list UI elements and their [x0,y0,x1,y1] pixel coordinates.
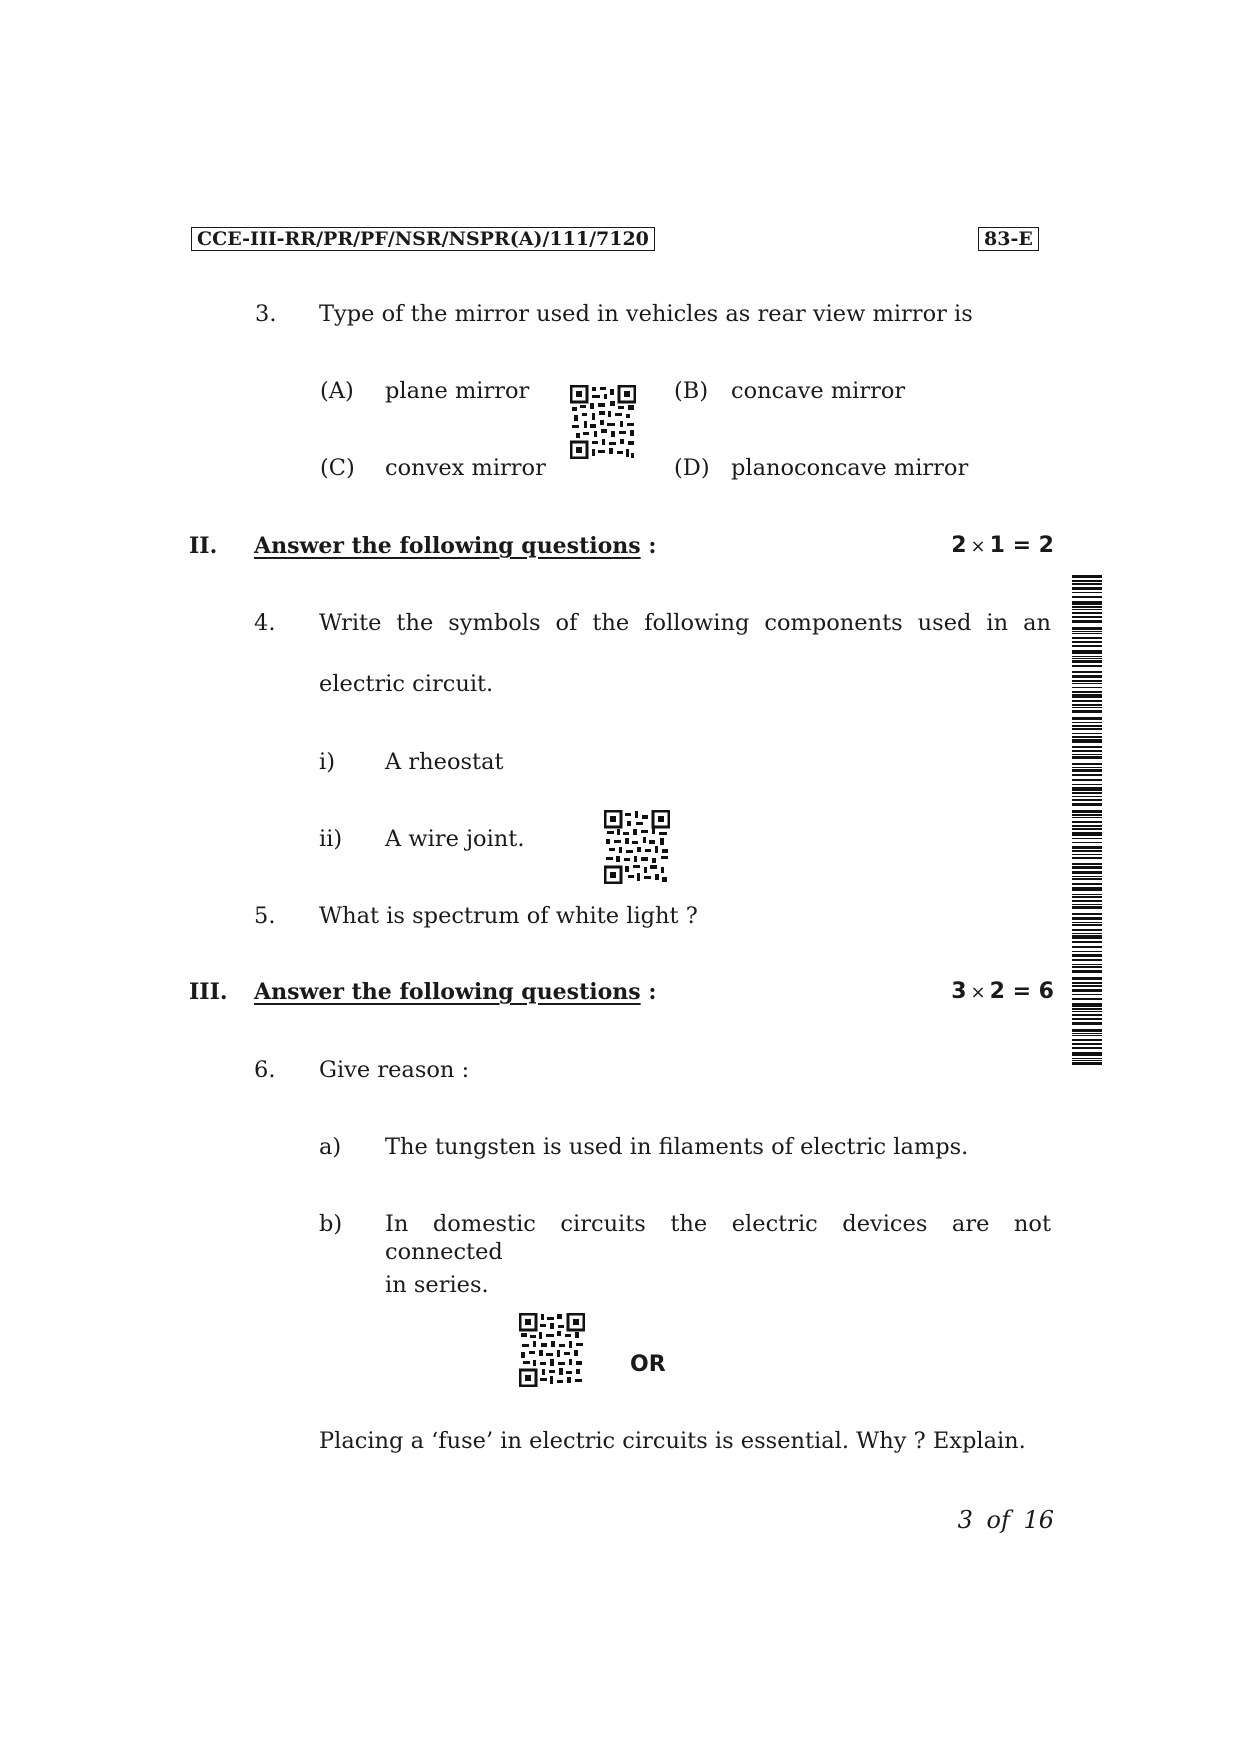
barcode-bar [1072,575,1102,578]
barcode-bar [1072,935,1102,939]
barcode-bar [1072,828,1102,830]
section-3-colon: : [648,979,657,1005]
barcode-bar [1072,896,1102,898]
barcode-bar [1072,1039,1102,1041]
barcode-bar [1072,754,1102,755]
barcode-bar [1072,863,1102,865]
barcode-bar [1072,982,1102,984]
section-2-marks [951,532,1054,561]
barcode-bar [1072,660,1102,663]
barcode-bar [1072,998,1102,1000]
q3-option-b-label: (B) [674,378,709,404]
q6-b-line-2: in series. [385,1272,489,1298]
barcode-bar [1072,929,1102,931]
barcode-bar [1072,767,1102,768]
barcode-bar [1072,906,1102,909]
barcode-bar [1072,959,1102,961]
barcode-bar [1072,854,1102,855]
section-3-marks-b: 2 = 6 [989,979,1054,1004]
qr-code-icon [519,1313,585,1387]
barcode-bar [1072,792,1102,794]
q6-alternative-text: Placing a ‘fuse’ in electric circuits is essential. Why ? Explain. [319,1428,1026,1454]
barcode-bar [1072,722,1102,723]
q5-number: 5. [254,903,276,929]
barcode-bar [1072,596,1102,598]
barcode-bar [1072,756,1102,759]
q3-option-c-label: (C) [320,455,355,481]
barcode-bar [1072,825,1102,827]
section-2-colon: : [648,533,657,559]
barcode-bar [1072,774,1102,776]
barcode-bar [1072,736,1102,738]
barcode-bar [1072,637,1102,639]
barcode-bar [1072,810,1102,813]
barcode-bar [1072,687,1102,688]
section-3-marks [951,978,1054,1007]
barcode-bar [1072,970,1102,973]
barcode-bar [1072,817,1102,818]
barcode-bar [1072,1043,1102,1045]
section-3-title-text: Answer the following questions [254,979,641,1005]
q3-text: Type of the mirror used in vehicles as rear view mirror is [319,301,973,327]
barcode-bar [1072,784,1102,785]
barcode-bar [1072,746,1102,748]
barcode-bar [1072,1052,1102,1056]
section-2-roman: II. [189,533,218,559]
q4-number: 4. [254,610,276,636]
q4-item-i-text: A rheostat [385,749,504,775]
barcode-bar [1072,954,1102,957]
barcode-bar [1072,964,1102,965]
q6-a-text: The tungsten is used in filaments of electric lamps. [385,1134,969,1160]
barcode-bar [1072,799,1102,801]
q3-option-a-text: plane mirror [385,378,530,404]
barcode-bar [1072,814,1102,816]
barcode-bar [1072,1014,1102,1016]
barcode-bar [1072,838,1102,839]
barcode-bar [1072,612,1102,614]
barcode-bar [1072,683,1102,684]
barcode-bar [1072,894,1102,895]
or-separator: OR [630,1352,666,1377]
barcode-bar [1072,904,1102,905]
barcode-bar [1072,656,1102,657]
barcode-bar [1072,1035,1102,1036]
barcode-bar [1072,994,1102,995]
section-2-marks-times: × [970,536,986,557]
barcode-bar [1072,733,1102,734]
barcode-bar [1072,763,1102,765]
barcode-bar [1072,700,1102,702]
barcode-bar [1072,977,1102,980]
barcode-bar [1072,675,1102,678]
barcode-bar [1072,606,1102,608]
barcode-bar [1072,671,1102,673]
section-2-title-text: Answer the following questions [254,533,641,559]
barcode-bar [1072,887,1102,891]
barcode-bar [1072,691,1102,693]
barcode-bar [1072,900,1102,902]
barcode-bar [1072,779,1102,781]
barcode-bar [1072,750,1102,752]
barcode-bar [1072,728,1102,730]
barcode-bar [1072,710,1102,713]
barcode-bar [1072,739,1102,743]
barcode-bar [1072,924,1102,926]
q3-option-b-text: concave mirror [731,378,906,404]
barcode-bar [1072,842,1102,843]
q5-text: What is spectrum of white light ? [319,903,698,929]
barcode-bar [1072,725,1102,727]
barcode-bar [1072,717,1102,720]
barcode-bar [1072,1060,1102,1061]
barcode-bar [1072,821,1102,823]
barcode-bar [1072,796,1102,797]
barcode-bar [1072,769,1102,772]
barcode-bar [1072,941,1102,943]
section-2-title [254,532,656,560]
barcode-bar [1072,871,1102,874]
barcode-bar [1072,857,1102,859]
barcode-bar [1072,680,1102,682]
barcode-bar [1072,913,1102,915]
barcode-bar [1072,966,1102,968]
q3-option-a-label: (A) [320,378,354,404]
section-3-marks-times: × [970,982,986,1003]
barcode-bar [1072,580,1102,582]
barcode-bar [1072,846,1102,849]
section-2-marks-b: 1 = 2 [989,533,1054,558]
barcode-bar [1072,951,1102,952]
barcode-bar [1072,917,1102,920]
barcode-bar [1072,587,1102,590]
q6-a-label: a) [319,1134,342,1160]
barcode-bar [1072,650,1102,654]
section-3-title [254,978,656,1006]
barcode-bar [1072,620,1102,623]
q4-item-i-label: i) [319,749,335,775]
q6-number: 6. [254,1057,276,1083]
barcode-bar [1072,787,1102,791]
barcode-bar [1072,803,1102,806]
section-3-marks-a: 3 [951,979,967,1004]
barcode-bar [1072,704,1102,706]
barcode-bar [1072,946,1102,948]
barcode-bar [1072,627,1102,630]
barcode-icon [1072,575,1102,1065]
barcode-bar [1072,694,1102,698]
barcode-bar [1072,1022,1102,1025]
barcode-bar [1072,645,1102,647]
barcode-bar [1072,832,1102,836]
q4-item-ii-label: ii) [319,826,343,852]
qr-code-icon [570,385,636,459]
barcode-bar [1072,633,1102,634]
barcode-bar [1072,989,1102,992]
barcode-bar [1072,1029,1102,1032]
barcode-bar [1072,658,1102,659]
barcode-bar [1072,876,1102,877]
paper-code-box: CCE-III-RR/PR/PF/NSR/NSPR(A)/111/7120 [191,227,655,251]
q3-option-d-text: planoconcave mirror [731,455,969,481]
barcode-bar [1072,1018,1102,1020]
barcode-bar [1072,933,1102,934]
barcode-bar [1072,1033,1102,1034]
barcode-bar [1072,883,1102,885]
section-3-roman: III. [189,979,228,1005]
barcode-bar [1072,609,1102,610]
q4-line-2: electric circuit. [319,671,494,697]
barcode-bar [1072,985,1102,987]
barcode-bar [1072,583,1102,585]
q3-option-c-text: convex mirror [385,455,546,481]
barcode-bar [1072,1008,1102,1010]
section-2-marks-a: 2 [951,533,967,558]
barcode-bar [1072,866,1102,869]
q3-option-d-label: (D) [674,455,710,481]
barcode-bar [1072,922,1102,923]
q3-number: 3. [255,301,277,327]
barcode-bar [1072,878,1102,880]
barcode-bar [1072,1011,1102,1012]
barcode-bar [1072,850,1102,852]
barcode-bar [1072,592,1102,593]
barcode-bar [1072,1003,1102,1007]
barcode-bar [1072,631,1102,632]
barcode-bar [1072,616,1102,618]
q4-line-1: Write the symbols of the following components used in an [319,610,1051,636]
qr-code-icon [604,810,670,884]
barcode-bar [1072,601,1102,605]
barcode-bar [1072,1047,1102,1049]
barcode-bar [1072,707,1102,708]
q6-b-label: b) [319,1211,343,1237]
barcode-bar [1072,665,1102,667]
barcode-bar [1072,1062,1102,1065]
paper-id-box: 83-E [978,227,1039,251]
barcode-bar [1072,641,1102,643]
q6-b-line-1: In domestic circuits the electric devices are not connected [385,1211,1051,1265]
q6-text: Give reason : [319,1057,470,1083]
q4-item-ii-text: A wire joint. [385,826,525,852]
page-number: 3 of 16 [957,1506,1054,1534]
barcode-bar [1072,1058,1102,1059]
